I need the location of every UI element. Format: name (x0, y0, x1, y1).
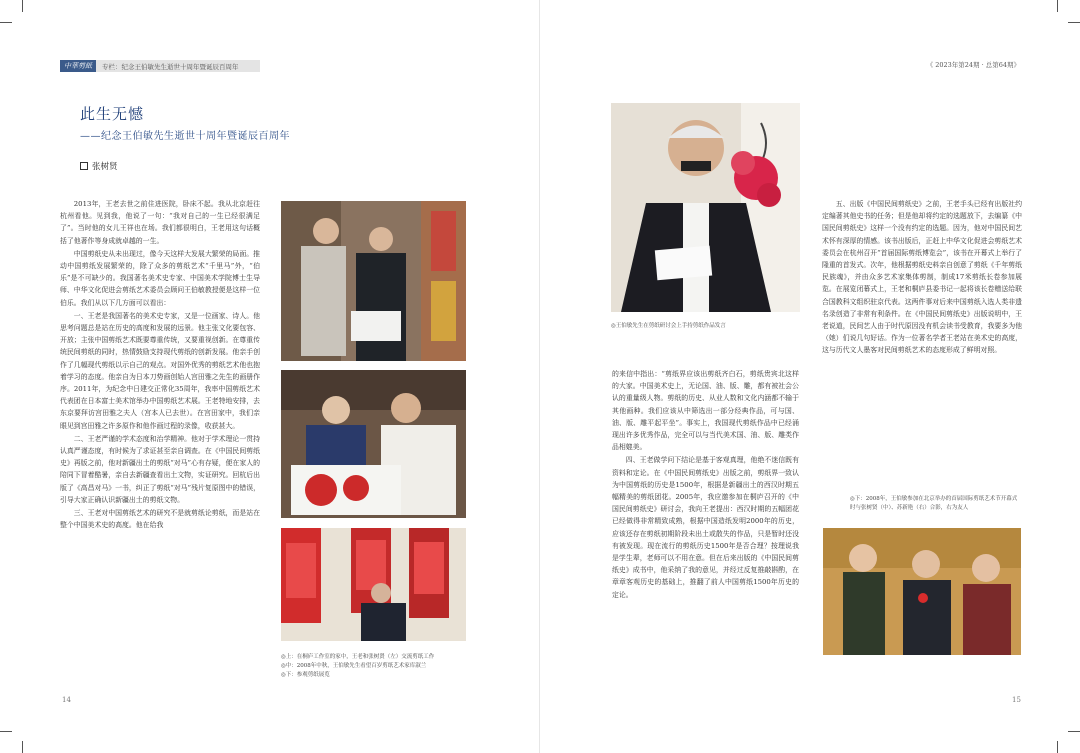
author-byline (80, 160, 118, 172)
paragraph: 2013年，王老去世之前住进医院，卧床不起。我从北京赶往杭州看他。见到我，他说了一句：“我对自己的一生已经很满足了”。当时他的女儿王祥也在场。我们都很明白，王老用这句话概括了他著作等身成就卓越的一生。 (60, 200, 260, 245)
paragraph: 一、王老是我国著名的美术史专家，又是一位画家、诗人。他思考问题总是站在历史的高度和发展的远景。他主张文化要包容、开放；主张中国剪纸艺术既要尊重传统，又要重视创新。在尊重传统民间剪纸的同时，热情鼓励支持现代剪纸的创新发展。他亲手创作了几幅现代剪纸以示自己的观点。对国外优秀的剪纸艺术他也抱着学习的态度。他亲自为日本刀势画创始人宫田雅之先生的画册作序。2011年，为纪念中日建交正常化35周年，我率中国剪纸艺术代表团在日本富士美术馆举办中国剪纸艺术展。王老特地安排，去东京要拜访宫田雅之夫人（宫本人已去世）。在宫田家中，我们亲眼见到宫田雅之许多原作和他作画过程的录像，收获甚大。 (60, 311, 260, 430)
article-title: 此生无憾 (80, 105, 145, 123)
paragraph: 二、王老严谨的学术态度和治学精神。他对于学术理论一贯持认真严谨态度，有时候为了求证甚至亲自调查。在《中国民间剪纸史》再版之前，他对新疆出土的剪纸“对马”心有存疑，便在家人的陪同下冒着酷暑，亲自去新疆查看出土文物，实证研究。回杭后出版了《高昌对马》一书，纠正了剪纸“对马”残片复原图中的错误，引导大家正确认识新疆出土的剪纸文物。 (60, 434, 260, 504)
issue-info: 《 2023年第24期 · 总第64期》 (926, 61, 1020, 69)
paragraph: 五、出版《中国民间剪纸史》之前，王老手头已经有出版社约定编著其他史书的任务；但是他却将约定的选题放下，去编纂《中国民间剪纸史》这样一个没有约定的选题。因为，他对中国民间艺术怀有深厚的情感。该书出版后，正赶上中华文化促进会剪纸艺术委员会在杭州召开“首届国际剪纸博览会”，该书在开幕式上举行了隆重的首发式。次年，他根据剪纸史料亲自创意了剪纸《千年剪纸民族魂》，并由众多艺术家集体剪制，制成17米剪纸长卷参加展览。在展览闭幕式上，王老和桐庐县委书记一起将该长卷赠送给联合国教科文组织驻京代表。这两件事对后来中国剪纸入选人类非遗名录创造了非常有利条件。在《中国民间剪纸史》出版说明中，王老说道，民间艺人由于时代原因没有机会读书受教育，我要多为他（她）们说几句好话。作为一位著名学者王老站在美术史的高度，这与历代文人墨客对民间剪纸艺术的态度形成了鲜明对照。 (822, 200, 1022, 355)
crop-mark (0, 22, 12, 23)
photo-exhibition (281, 528, 466, 641)
paragraph: 的来信中指出：“剪纸界应该出剪纸齐白石，剪纸贵宾北这样的大家。中国美术史上，无论国、油、版、雕，都有被社会公认的重量级人物。剪纸的历史、从业人数和文化内涵都不输于其他画种。我们应该从中筛选出一部分经典作品，可与国、油、版、雕平起平坐”。事实上，我国现代剪纸作品中已经涌现出许多优秀作品，完全可以与当代美术国、油、版、雕类作品相媲美。 (612, 370, 799, 452)
middle-text-column (612, 368, 799, 602)
top-photo-caption: ◎王伯敏先生在剪纸研讨会上手持剪纸作品发言 (611, 323, 726, 329)
photo-paper-cut-visit (281, 370, 466, 518)
crop-mark (1057, 0, 1058, 12)
article-subtitle: ——纪念王伯敏先生逝世十周年暨诞辰百周年 (80, 131, 290, 142)
author-name: 张树贤 (92, 162, 118, 172)
bottom-photo-caption: ◎下：2008年，王伯敏参加在北京举办的首届国际剪纸艺术节开幕式时与张树贤（中）、苏新艳（右）合影，右为友人 (850, 496, 1018, 511)
photo-workshop (281, 201, 466, 361)
crop-mark (1068, 731, 1080, 732)
left-photo-captions (281, 653, 481, 680)
magazine-logo: 中華剪紙 (60, 60, 96, 72)
paragraph: 四、王老做学问下结论是基于客观真理，他绝不迷信既有资料和定论。在《中国民间剪纸史》出版之前，剪纸界一致认为中国剪纸的历史是1500年，根据是新疆出土的西汉时期五幅精美的剪纸团花。2005年，我应邀参加在桐庐召开的《中国民间剪纸史》研讨会，我向王老提出：西汉时期的五幅团花已经做得非常精致成熟，根据中国造纸发明2000年的历史，应该还存在剪纸初期阶段未出土或散失的作品，只是暂时还没有被发现。现在流行的剪纸历史1500年是否合理？按理说我是学生辈，老师可以不用在意。但在后来出版的《中国民间剪纸史》成书中，他采纳了我的意见，并经过反复推敲斟酌，在章章客观历史的基础上，推翻了前人中国剪纸1500年历史的定论。 (612, 456, 799, 599)
paragraph: 三、王老对中国剪纸艺术的研究不是就剪纸论剪纸，而是站在整个中国美术史的高度。他在给我 (60, 509, 260, 530)
page-number-right: 15 (1012, 696, 1021, 704)
crop-mark (1068, 22, 1080, 23)
page-gutter (539, 0, 540, 753)
column-title: 专栏：纪念王伯敏先生逝世十周年暨诞辰百周年 (102, 62, 239, 71)
checkbox-square-icon (80, 162, 88, 170)
left-text-column (60, 198, 260, 532)
right-text-column (822, 198, 1022, 358)
crop-mark (1057, 741, 1058, 753)
column-header (60, 60, 260, 72)
page-number-left: 14 (62, 696, 71, 704)
caption-line: ◎下：参观剪纸展览 (281, 672, 330, 678)
crop-mark (0, 731, 12, 732)
crop-mark (22, 741, 23, 753)
photo-group-portrait (823, 528, 1021, 655)
paragraph: 中国剪纸史从未出现过，像今天这样大发展大繁荣的局面。推动中国剪纸发展繁荣的，除了众多的剪纸艺术“千里马”外，“伯乐”是不可缺少的。我国著名美术史专家、中国美术学院博士生导师、中华文化促进会剪纸艺术委员会顾问王伯敏教授便是这样一位伯乐。我们从以下几方面可以看出： (60, 249, 260, 307)
crop-mark (22, 0, 23, 12)
photo-speech (611, 103, 800, 312)
caption-line: ◎上：在桐庐工作室的家中，王老和张树贤（左）交流剪纸工作 (281, 654, 435, 660)
caption-line: ◎中：2008年中秋，王伯敏先生看望百岁剪纸艺术家库淑兰 (281, 663, 427, 669)
